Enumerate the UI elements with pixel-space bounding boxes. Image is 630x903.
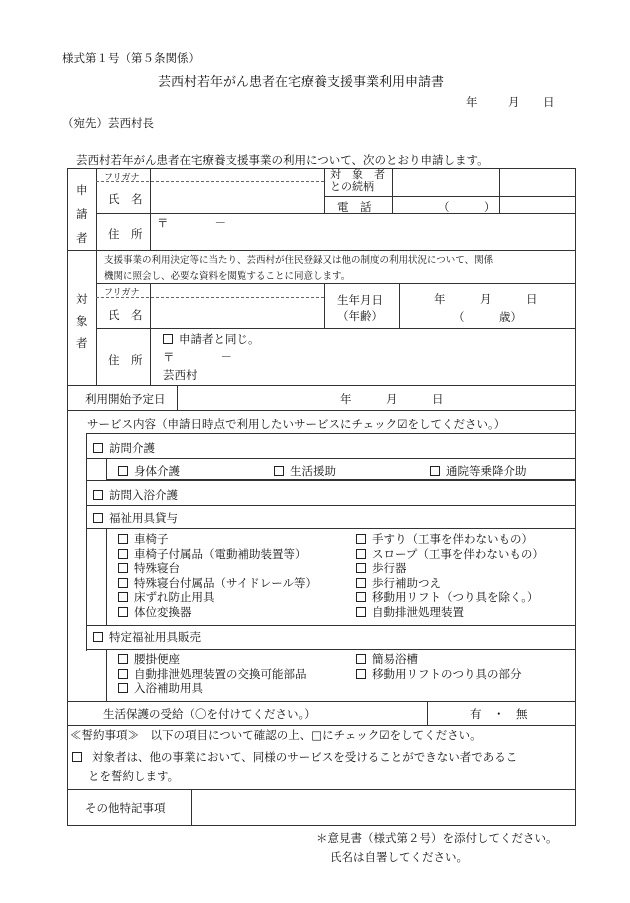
rental-item[interactable]: 歩行器 [356,561,544,576]
rental-checkbox[interactable] [356,549,366,559]
rental-checkbox[interactable] [356,592,366,602]
rental-checkbox[interactable] [356,534,366,544]
relation-label: 対 象 者 との続柄 [330,168,385,193]
consent-text-1: 支援事業の利用決定等に当たり、芸西村が住民登録又は他の制度の利用状況について、関係 [104,255,494,266]
home-care-option[interactable]: 訪問介護 [93,440,155,456]
rental-item[interactable]: 車椅子付属品（電動補助装置等） [118,547,317,562]
rental-right-list [356,532,544,619]
hospital-transport-option[interactable]: 通院等乗降介助 [430,463,527,479]
body-care-checkbox[interactable] [118,466,128,476]
rental-item[interactable]: 床ずれ防止用具 [118,590,317,605]
addressee: （宛先）芸西村長 [62,116,154,130]
rental-item[interactable]: 自動排泄処理装置 [356,605,544,620]
sale-item[interactable]: 入浴補助用具 [118,681,307,696]
phone-field[interactable]: （ ） [438,200,496,214]
applicant-furigana-field[interactable] [151,169,323,181]
rental-checkbox[interactable] [356,578,366,588]
equipment-rental-option[interactable]: 福祉用具貸与 [93,510,178,526]
rental-item[interactable]: 車椅子 [118,532,317,547]
body-care-option[interactable]: 身体介護 [118,463,180,479]
sale-item[interactable]: 簡易浴槽 [356,652,522,667]
pledge-line-1[interactable]: 対象者は、他の事業において、同様のサービスを受けることができない者であるこ [72,749,517,765]
sale-checkbox[interactable] [356,654,366,664]
age-field[interactable]: （ 歳） [453,310,522,324]
subject-village: 芸西村 [163,368,198,382]
start-date-label: 利用開始予定日 [85,392,166,406]
form-number: 様式第１号（第５条関係） [62,51,200,65]
rental-checkbox[interactable] [356,607,366,617]
other-notes-field[interactable] [192,790,575,825]
same-as-applicant-checkbox[interactable] [163,334,173,344]
rental-checkbox[interactable] [118,607,128,617]
applicant-name-label: 氏 名 [108,192,143,206]
applicant-section-label: 申 請 者 [76,183,88,245]
date-year-label: 年 [466,95,478,109]
home-care-checkbox[interactable] [93,443,103,453]
living-support-checkbox[interactable] [274,466,284,476]
sale-item[interactable]: 自動排泄処理装置の交換可能部品 [118,667,307,682]
bathing-checkbox[interactable] [93,490,103,500]
rental-checkbox[interactable] [118,592,128,602]
rental-item[interactable]: 特殊寝台 [118,561,317,576]
attach-note: ＊意見書（様式第２号）を添付してください。 [316,831,558,845]
subject-name-field[interactable] [151,298,323,327]
birth-label: 生年月日 [337,293,383,307]
welfare-label: 生活保護の受給（〇を付けてください。） [103,707,316,721]
sale-checkbox[interactable] [356,669,366,679]
start-date-field[interactable]: 年 月 日 [340,392,444,406]
rental-item[interactable]: 体位変換器 [118,605,317,620]
sale-checkbox[interactable] [118,669,128,679]
subject-section-label: 対 象 者 [76,292,88,350]
phone-label: 電 話 [337,200,372,214]
rental-checkbox[interactable] [118,534,128,544]
welfare-options[interactable]: 有 ・ 無 [470,707,528,721]
pledge-line-2: とを誓約します。 [88,769,180,783]
sale-item[interactable]: 腰掛便座 [118,652,307,667]
equipment-sale-option[interactable]: 特定福祉用具販売 [93,629,201,645]
hospital-transport-checkbox[interactable] [430,466,440,476]
subject-name-label: 氏 名 [108,308,143,322]
birth-date-field[interactable]: 年 月 日 [434,292,538,306]
applicant-name-field[interactable] [151,182,323,212]
subject-furigana-field[interactable] [151,284,323,296]
equipment-sale-checkbox[interactable] [93,632,103,642]
equipment-rental-checkbox[interactable] [93,513,103,523]
rental-checkbox[interactable] [356,563,366,573]
sale-checkbox[interactable] [118,683,128,693]
subject-postal[interactable]: 〒 － [163,350,232,364]
rental-checkbox[interactable] [118,549,128,559]
date-month-label: 月 [508,95,520,109]
rental-item[interactable]: 特殊寝台付属品（サイドレール等） [118,576,317,591]
rental-item[interactable]: 歩行補助つえ [356,576,544,591]
rental-item[interactable]: スロープ（工事を伴わないもの） [356,547,544,562]
subject-address-label: 住 所 [108,353,143,367]
subject-furigana-label: フリガナ [104,288,140,298]
sale-item[interactable]: 移動用リフトのつり具の部分 [356,667,522,682]
applicant-address-label: 住 所 [108,227,143,241]
sale-right-list [356,652,522,681]
services-heading: サービス内容（申請日時点で利用したいサービスにチェック☑をしてください。） [87,417,506,431]
form-title: 芸西村若年がん患者在宅療養支援事業利用申請書 [158,75,445,90]
pledge-heading: ≪誓約事項≫ 以下の項目について確認の上、□にチェック☑をしてください。 [70,728,482,742]
relation-field[interactable] [393,169,498,195]
date-day-label: 日 [543,95,555,109]
rental-item[interactable]: 移動用リフト（つり具を除く。） [356,590,544,605]
same-as-applicant-option[interactable]: 申請者と同じ。 [163,331,260,347]
applicant-furigana-label: フリガナ [104,173,140,183]
consent-text-2: 機関に照会し、必要な資料を閲覧することに同意します。 [104,271,351,282]
bathing-option[interactable]: 訪問入浴介護 [93,487,178,503]
rental-checkbox[interactable] [118,563,128,573]
sale-checkbox[interactable] [118,654,128,664]
other-notes-label: その他特記事項 [85,801,166,815]
sale-left-list [118,652,307,696]
intro-text: 芸西村若年がん患者在宅療養支援事業の利用について、次のとおり申請します。 [76,153,489,167]
rental-left-list [118,532,317,619]
pledge-checkbox[interactable] [72,752,82,762]
rental-item[interactable]: 手すり（工事を伴わないもの） [356,532,544,547]
age-label: （年齢） [337,309,383,323]
applicant-postal[interactable]: 〒 － [157,216,226,230]
living-support-option[interactable]: 生活援助 [274,463,336,479]
rental-checkbox[interactable] [118,578,128,588]
signature-note: 氏名は自署してください。 [330,850,468,864]
